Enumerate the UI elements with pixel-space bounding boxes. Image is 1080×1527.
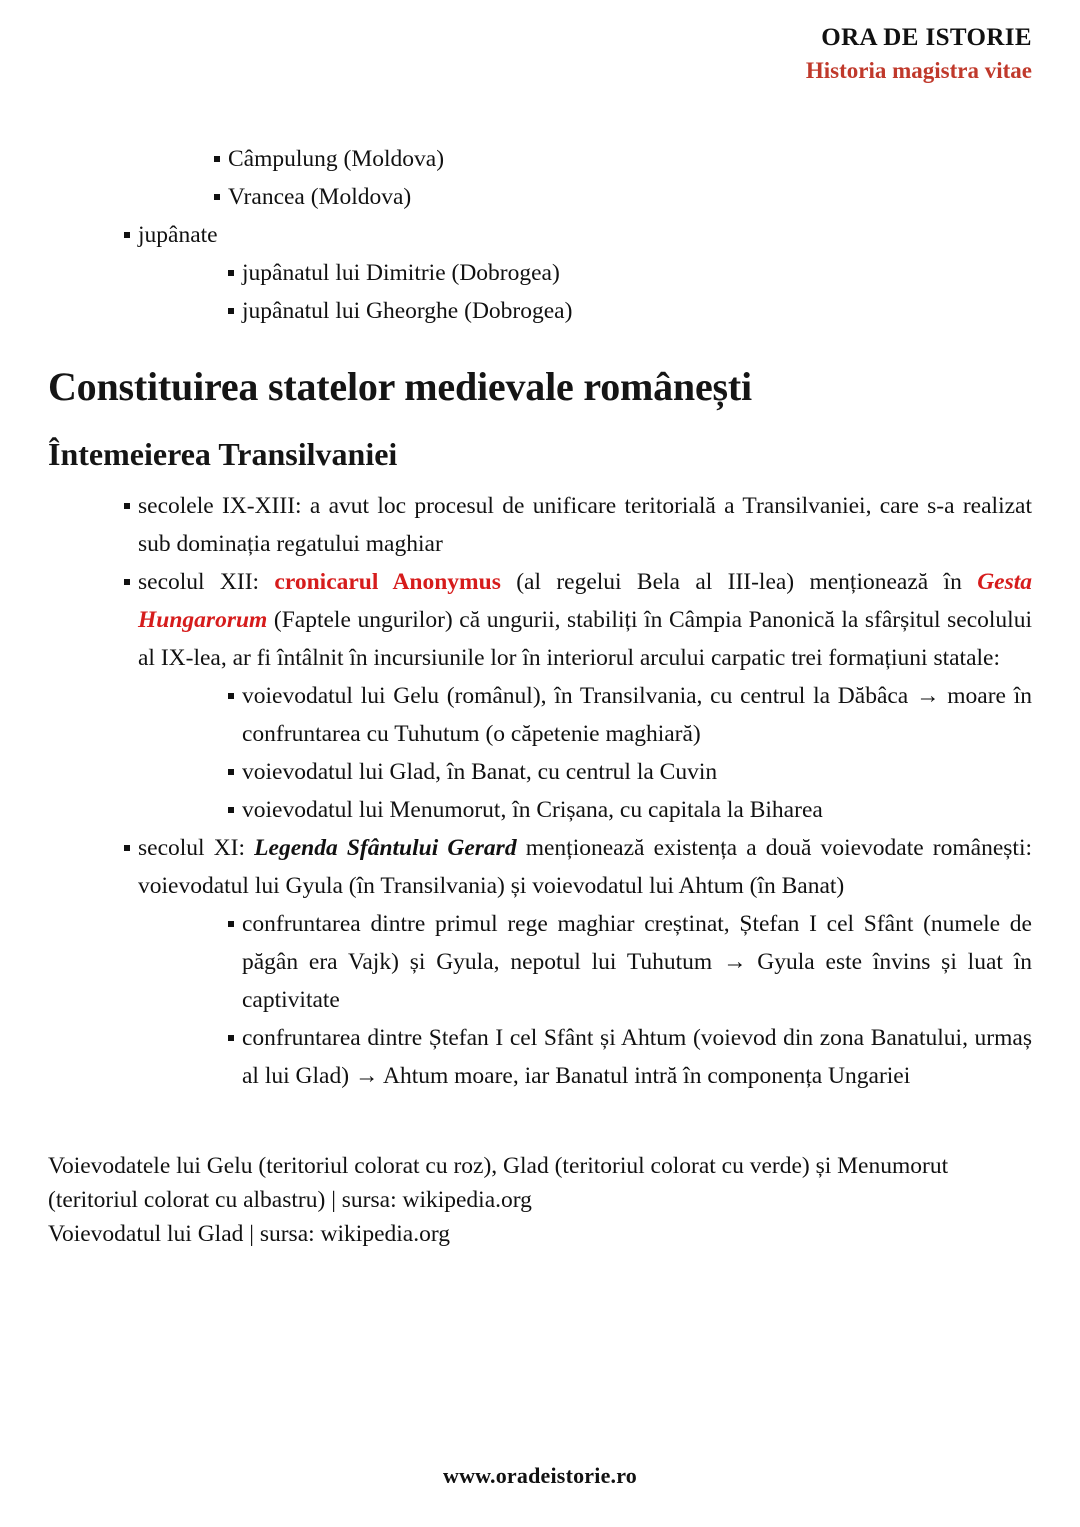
list-item xyxy=(228,254,1032,292)
list-item xyxy=(228,791,1032,829)
bullet-square-icon xyxy=(228,693,234,699)
list-item xyxy=(228,292,1032,330)
list-item xyxy=(228,1019,1032,1095)
item2-emphasis-gesta-hungarorum: Gesta Hungarorum xyxy=(138,568,1033,633)
image-caption xyxy=(48,1149,1032,1251)
list-item-label: voievodatul lui Gelu (românul), în Transilvania, cu centrul la Dăbâca → moare în confruntarea cu Tuhutum (o căpetenie maghiară) xyxy=(242,682,1032,747)
main-sublist-confruntari xyxy=(228,905,1032,1095)
page-header xyxy=(48,22,1032,86)
header-title: ORA DE ISTORIE xyxy=(821,24,1032,51)
item2-lead: secolul XII: xyxy=(138,568,275,595)
item3-tail: menționează existența a două voievodate românești: voievodatul lui Gyula (în Transilvania) și voievodatul lui Ahtum (în Banat) xyxy=(138,834,1033,899)
item2-emphasis-anonymus: cronicarul Anonymus xyxy=(274,568,501,595)
list-item-label: confruntarea dintre Ștefan I cel Sfânt și Ahtum (voievod din zona Banatului, urmaș al lui Glad) → Ahtum moare, iar Banatul intră în componența Ungariei xyxy=(242,1024,1032,1089)
list-item xyxy=(228,677,1032,753)
list-item-label: jupânate xyxy=(138,222,218,248)
list-item-label: voievodatul lui Menumorut, în Crișana, cu capitala la Biharea xyxy=(242,796,823,823)
page-footer xyxy=(0,1463,1080,1489)
bullet-square-icon xyxy=(124,503,130,509)
bullet-square-icon xyxy=(228,769,234,775)
bullet-square-icon xyxy=(228,308,234,314)
header-subtitle: Historia magistra vitae xyxy=(805,58,1032,84)
top-sublist xyxy=(228,254,1032,330)
caption-line-1: Voievodatele lui Gelu (teritoriul colorat cu roz), Glad (teritoriul colorat cu verde) și Menumorut (teritoriul colorat cu albastru) | sursa: wikipedia.org xyxy=(48,1152,949,1213)
list-item-secolul-xii xyxy=(124,563,1032,829)
list-item xyxy=(228,905,1032,1019)
list-item-secolele-ix-xiii xyxy=(124,487,1032,563)
bullet-square-icon xyxy=(228,921,234,927)
document-content xyxy=(48,140,1032,1251)
list-item-secolul-xi xyxy=(124,829,1032,1095)
bullet-square-icon xyxy=(214,156,220,162)
list-item xyxy=(228,753,1032,791)
item2-tail: (Faptele ungurilor) că ungurii, stabiliți în Câmpia Panonică la sfârșitul secolului al IX-lea, ar fi întâlnit în incursiunile lor în interiorul arcului carpatic trei formațiuni statale: xyxy=(138,606,1032,671)
bullet-square-icon xyxy=(214,194,220,200)
list-item-label: jupânatul lui Dimitrie (Dobrogea) xyxy=(242,260,560,286)
bullet-square-icon xyxy=(124,579,130,585)
item2-mid: (al regelui Bela al III-lea) menționează în xyxy=(500,568,978,595)
bullet-square-icon xyxy=(228,807,234,813)
bullet-square-icon xyxy=(124,845,130,851)
list-item-label: Vrancea (Moldova) xyxy=(228,184,412,210)
caption-line-2: Voievodatul lui Glad | sursa: wikipedia.org xyxy=(48,1220,450,1247)
list-item-label: confruntarea dintre primul rege maghiar creștinat, Ștefan I cel Sfânt (numele de păgân era Vajk) și Gyula, nepotul lui Tuhutum → Gyula este învins și luat în captivitate xyxy=(242,910,1032,1013)
list-item-label: Câmpulung (Moldova) xyxy=(228,146,445,172)
main-sublist-voievodate xyxy=(228,677,1032,829)
list-item-label: secolele IX-XIII: a avut loc procesul de unificare teritorială a Transilvaniei, care s-a realizat sub dominația regatului maghiar xyxy=(138,492,1032,557)
bullet-square-icon xyxy=(228,270,234,276)
section-title: Constituirea statelor medievale românești xyxy=(48,364,752,409)
bullet-square-icon xyxy=(124,232,130,238)
sub-section-title: Întemeierea Transilvaniei xyxy=(48,436,398,472)
bullet-square-icon xyxy=(228,1035,234,1041)
list-item-jupanate xyxy=(124,216,1032,330)
footer-url: www.oradeistorie.ro xyxy=(442,1463,638,1488)
item3-emphasis-legenda: Legenda Sfântului Gerard xyxy=(254,834,517,861)
list-item xyxy=(214,178,1032,216)
list-item xyxy=(214,140,1032,178)
list-item-label: voievodatul lui Glad, în Banat, cu centrul la Cuvin xyxy=(242,758,718,785)
top-list xyxy=(124,140,1032,330)
item3-lead: secolul XI: xyxy=(138,834,255,861)
list-item-label: jupânatul lui Gheorghe (Dobrogea) xyxy=(242,298,573,324)
main-list xyxy=(124,487,1032,1095)
